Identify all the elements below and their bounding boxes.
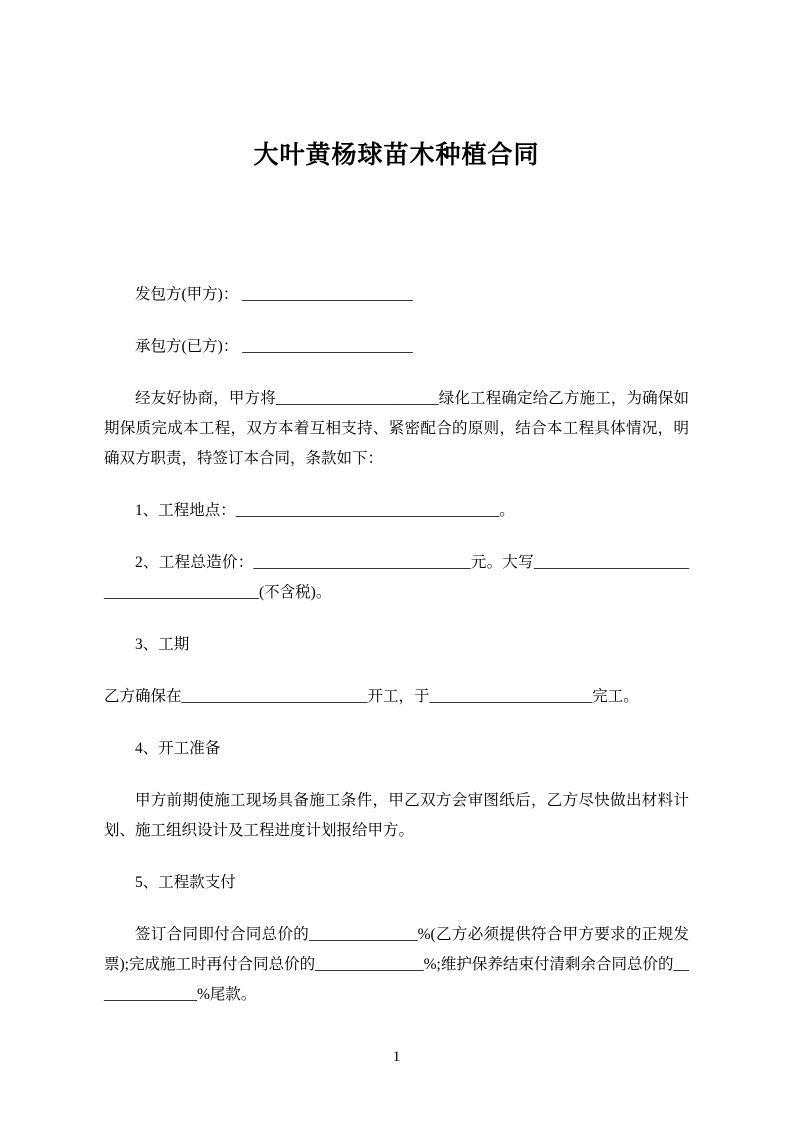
paragraph-party-a: 发包方(甲方)： ______________________ xyxy=(135,286,413,303)
clause-3-duration-heading: 3、工期 xyxy=(135,636,190,653)
contract-body xyxy=(104,280,689,1010)
document-title: 大叶黄杨球苗木种植合同 xyxy=(253,142,540,169)
clause-3-duration-body: 乙方确保在________________________开工，于_____________________完工。 xyxy=(104,688,639,705)
clause-5-payment-body: 签订合同即付合同总价的______________%(乙方必须提供符合甲方要求的正规发票);完成施工时再付合同总价的______________%;维护保养结束付清剩余合同总价的______________%尾款。 xyxy=(104,926,689,1003)
page-number: 1 xyxy=(392,1049,401,1065)
clause-5-payment-heading: 5、工程款支付 xyxy=(135,874,236,891)
clause-4-preparation-body: 甲方前期使施工现场具备施工条件，甲乙双方会审图纸后，乙方尽快做出材料计划、施工组织设计及工程进度计划报给甲方。 xyxy=(104,792,689,839)
clause-2-price: 2、工程总造价：____________________________元。大写________________________________________(不含税)。 xyxy=(104,554,689,601)
paragraph-party-b: 承包方(已方)： ______________________ xyxy=(135,338,413,355)
clause-1-location: 1、工程地点：__________________________________。 xyxy=(135,502,515,519)
clause-4-preparation-heading: 4、开工准备 xyxy=(135,740,221,757)
paragraph-intro: 经友好协商，甲方将_____________________绿化工程确定给乙方施工，为确保如期保质完成本工程，双方本着互相支持、紧密配合的原则，结合本工程具体情况，明确双方职责，特签订本合同，条款如下： xyxy=(104,390,689,467)
